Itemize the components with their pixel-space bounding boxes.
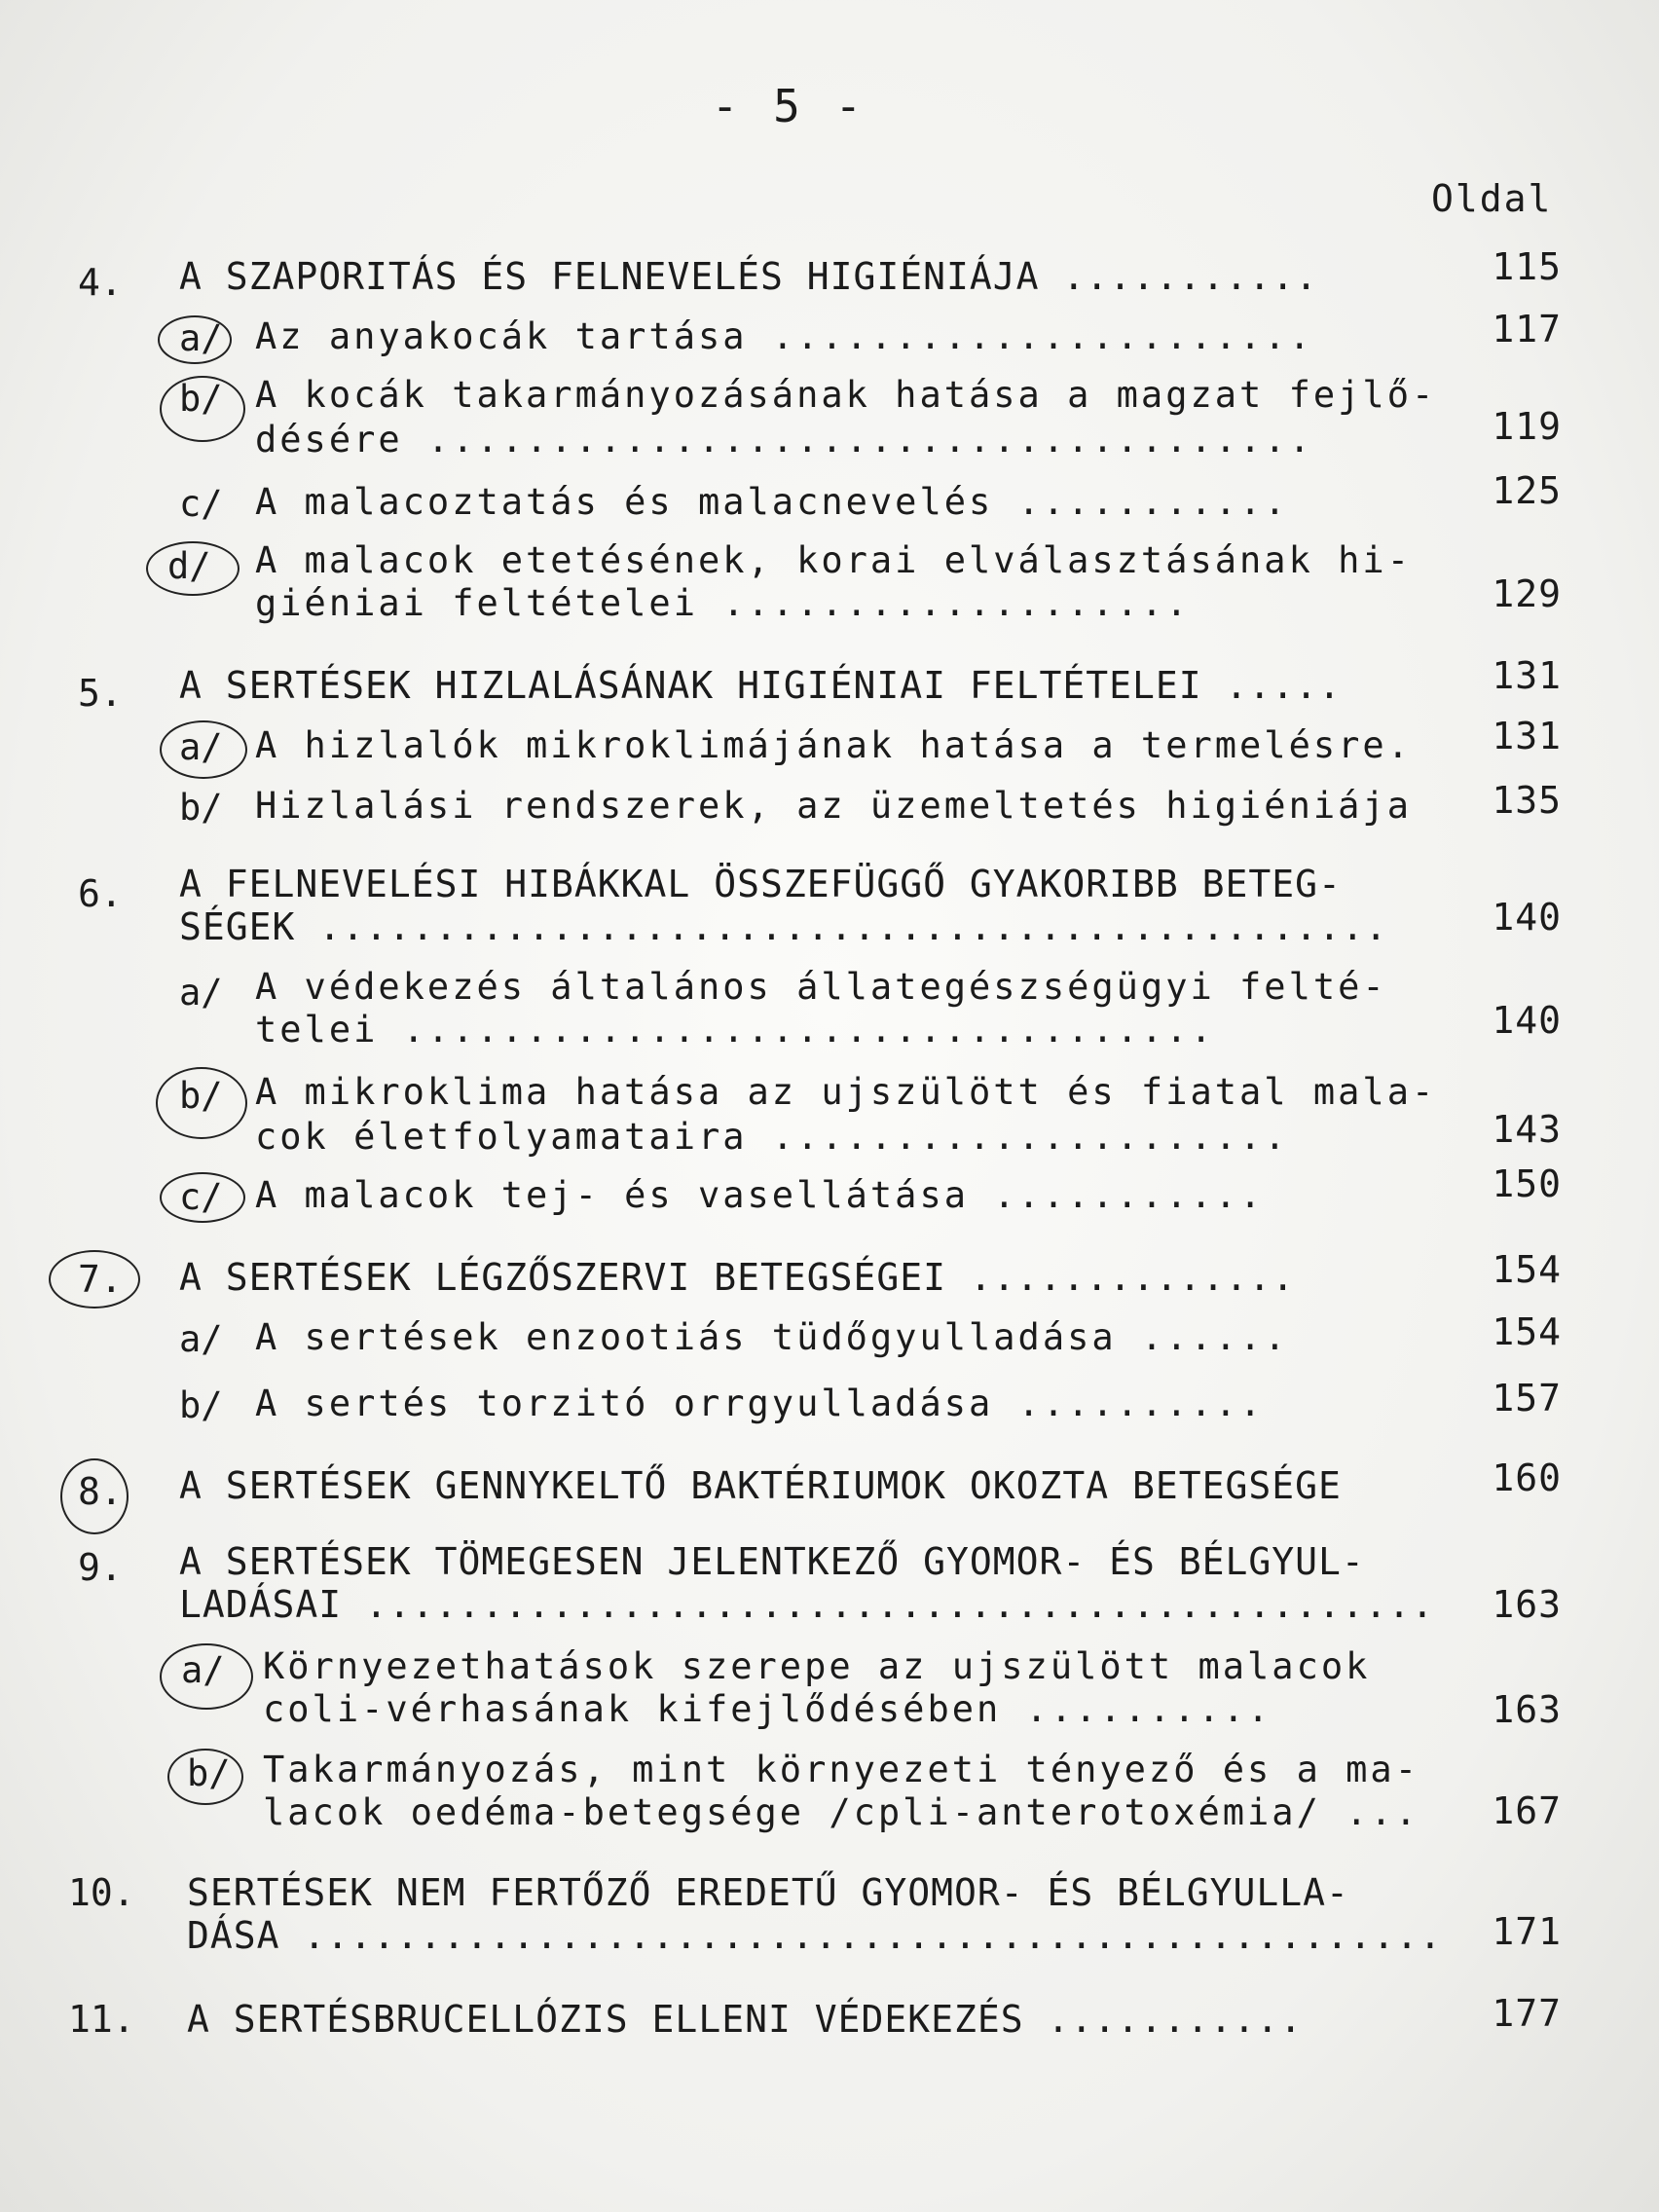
page-ref: 125: [1492, 469, 1562, 512]
section-title-cont: SÉGEK ..............................................: [179, 905, 1388, 948]
section-number: 5.: [78, 672, 123, 715]
subsection-title-cont: désére ....................................: [255, 419, 1313, 461]
item-label: b/: [179, 1384, 223, 1426]
subsection-title-cont: giéniai feltételei ...................: [255, 582, 1191, 624]
item-label: a/: [179, 1318, 223, 1360]
subsection-title: Takarmányozás, mint környezeti tényező és a ma-: [263, 1749, 1419, 1790]
subsection-title: A kocák takarmányozásának hatása a magzat fejlő-: [255, 374, 1437, 416]
page-ref: 154: [1492, 1310, 1562, 1353]
page-ref: 140: [1492, 896, 1562, 939]
page-ref: 140: [1492, 999, 1562, 1042]
page-ref: 167: [1492, 1789, 1562, 1832]
item-label: a/: [179, 726, 223, 768]
section-title-cont: LADÁSAI ..............................................: [179, 1583, 1435, 1626]
page-ref: 177: [1492, 1992, 1562, 2035]
subsection-title: A malacoztatás és malacnevelés ...........: [255, 481, 1289, 523]
item-label: b/: [179, 378, 223, 420]
item-label: d/: [167, 545, 211, 587]
page-ref: 117: [1492, 308, 1562, 350]
item-label: b/: [179, 1075, 223, 1117]
subsection-title: Hizlalási rendszerek, az üzemeltetés higiéniája: [255, 785, 1412, 827]
page-ref: 157: [1492, 1377, 1562, 1419]
section-number: 9.: [78, 1546, 123, 1589]
subsection-title-cont: lacok oedéma-betegsége /cpli-anterotoxémia/ ...: [263, 1791, 1419, 1833]
subsection-title: A sertések enzootiás tüdőgyulladása ......: [255, 1316, 1289, 1358]
subsection-title: A malacok tej- és vasellátása ...........: [255, 1174, 1265, 1216]
section-title: A FELNEVELÉSI HIBÁKKAL ÖSSZEFÜGGŐ GYAKORIBB BETEG-: [179, 863, 1342, 905]
item-label: a/: [179, 317, 223, 359]
page-ref: 171: [1492, 1910, 1562, 1953]
page-number: - 5 -: [711, 80, 866, 132]
section-title-cont: DÁSA .................................................: [187, 1914, 1443, 1957]
item-label: c/: [179, 483, 223, 525]
item-label: b/: [179, 787, 223, 829]
page-ref: 154: [1492, 1248, 1562, 1291]
section-number: 8.: [78, 1470, 123, 1513]
section-number: 10.: [68, 1871, 135, 1914]
section-number: 4.: [78, 261, 123, 304]
page-ref: 115: [1492, 245, 1562, 288]
page-ref: 135: [1492, 779, 1562, 822]
page-ref: 163: [1492, 1688, 1562, 1731]
page-ref: 131: [1492, 654, 1562, 697]
subsection-title: A malacok etetésének, korai elválasztásának hi-: [255, 539, 1412, 581]
section-title: A SERTÉSEK HIZLALÁSÁNAK HIGIÉNIAI FELTÉTELEI .....: [179, 664, 1342, 707]
section-title: A SERTÉSBRUCELLÓZIS ELLENI VÉDEKEZÉS ...........: [187, 1998, 1304, 2041]
subsection-title: A sertés torzitó orrgyulladása ..........: [255, 1382, 1265, 1424]
subsection-title-cont: telei .................................: [255, 1009, 1215, 1051]
page-ref: 160: [1492, 1456, 1562, 1499]
item-label: c/: [179, 1176, 223, 1218]
subsection-title: Az anyakocák tartása ......................: [255, 315, 1313, 357]
section-title: SERTÉSEK NEM FERTŐZŐ EREDETŰ GYOMOR- ÉS BÉLGYULLA-: [187, 1871, 1349, 1914]
section-title: A SZAPORITÁS ÉS FELNEVELÉS HIGIÉNIÁJA ...........: [179, 255, 1319, 298]
section-title: A SERTÉSEK LÉGZŐSZERVI BETEGSÉGEI ..............: [179, 1256, 1296, 1299]
subsection-title: A hizlalók mikroklimájának hatása a termelésre.: [255, 724, 1412, 766]
subsection-title: Környezethatások szerepe az ujszülött malacok: [263, 1645, 1371, 1687]
page-ref: 119: [1492, 405, 1562, 448]
item-label: a/: [179, 972, 223, 1014]
section-number: 11.: [68, 1998, 135, 2041]
page-ref: 150: [1492, 1162, 1562, 1205]
section-number: 7.: [78, 1258, 123, 1301]
page-ref: 131: [1492, 715, 1562, 757]
page-ref: 143: [1492, 1108, 1562, 1151]
section-number: 6.: [78, 872, 123, 915]
page-ref: 129: [1492, 572, 1562, 615]
page-ref: 163: [1492, 1583, 1562, 1626]
subsection-title-cont: coli-vérhasának kifejlődésében ..........: [263, 1688, 1272, 1730]
subsection-title-cont: cok életfolyamataira .....................: [255, 1116, 1289, 1158]
page-column-header: Oldal: [1431, 177, 1553, 220]
subsection-title: A mikroklima hatása az ujszülött és fiatal mala-: [255, 1071, 1437, 1113]
section-title: A SERTÉSEK GENNYKELTŐ BAKTÉRIUMOK OKOZTA BETEGSÉGE: [179, 1464, 1342, 1507]
subsection-title: A védekezés általános állategészségügyi felté-: [255, 966, 1387, 1008]
section-title: A SERTÉSEK TÖMEGESEN JELENTKEZŐ GYOMOR- ÉS BÉLGYUL-: [179, 1540, 1365, 1583]
item-label: b/: [187, 1752, 231, 1794]
item-label: a/: [181, 1649, 225, 1691]
